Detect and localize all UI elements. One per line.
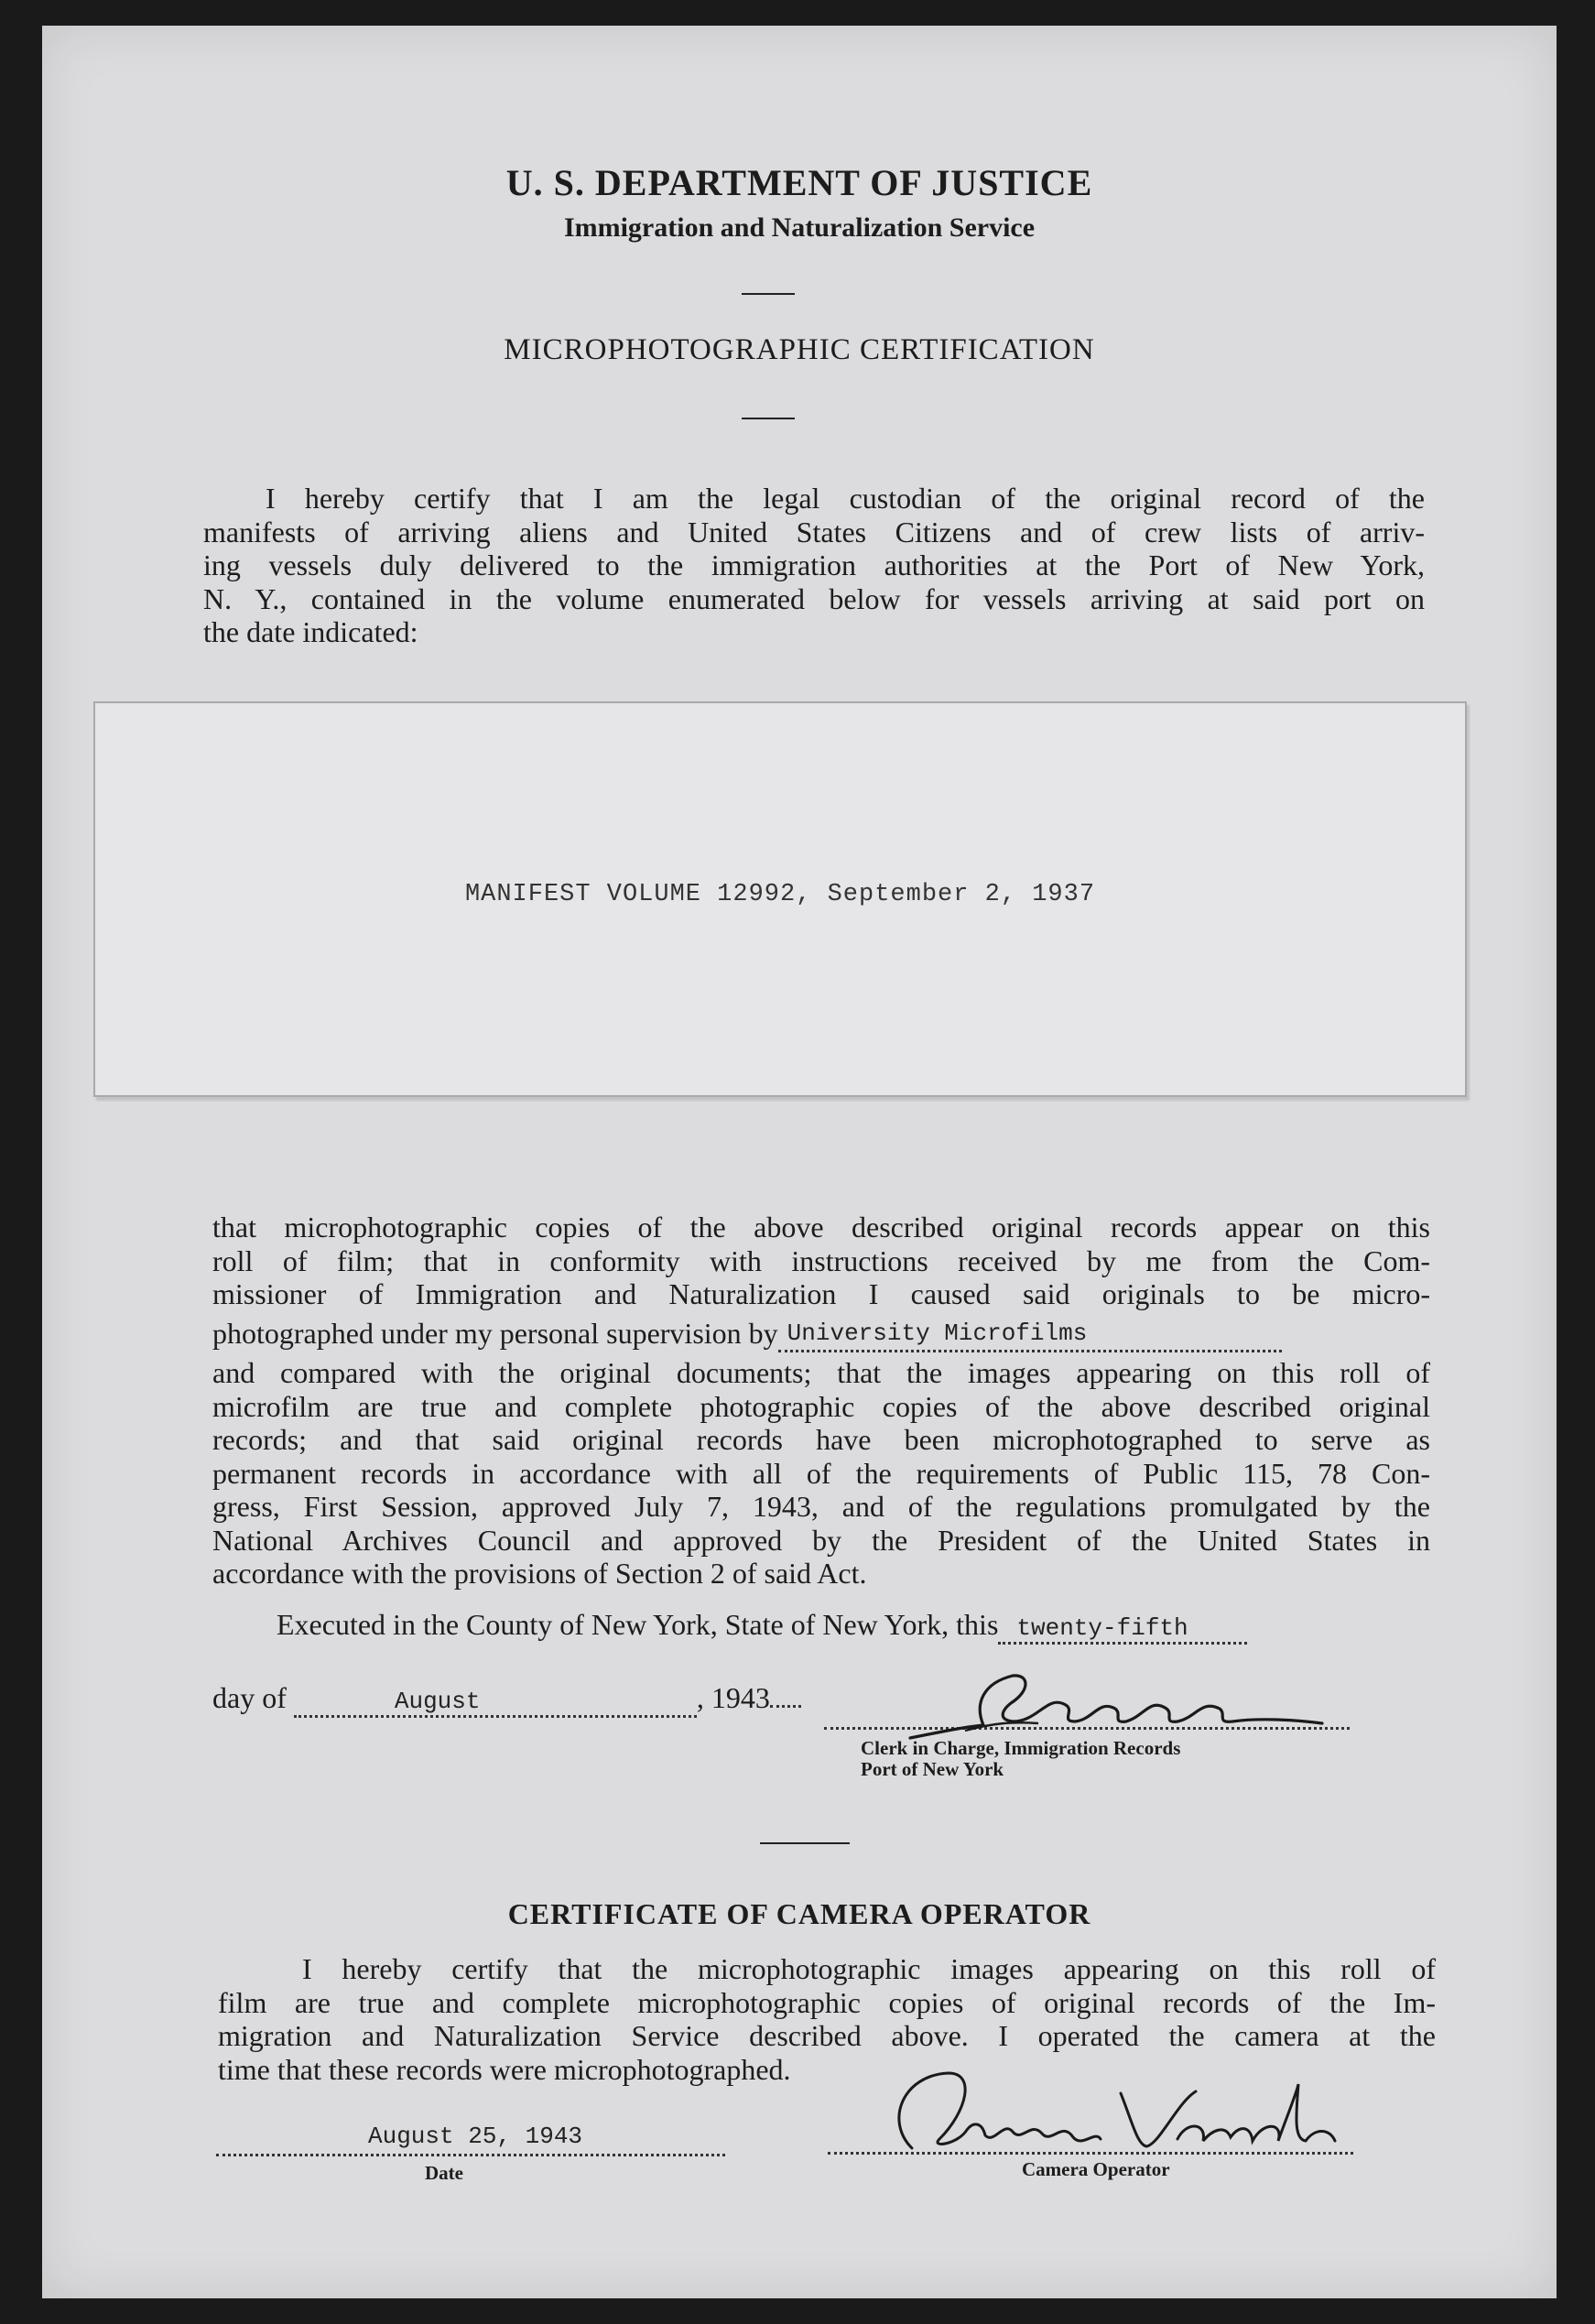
- certificate-page: [42, 26, 1557, 2298]
- divider: [742, 418, 795, 419]
- supervision-prefix: photographed under my personal supervision by: [212, 1316, 778, 1350]
- month-value: August: [394, 1688, 481, 1715]
- camera-line: I hereby certify that the microphotographic images appearing on this roll of: [302, 1952, 1436, 1985]
- camera-heading: CERTIFICATE OF CAMERA OPERATOR: [507, 1897, 1091, 1930]
- intro-line: ing vessels duly delivered to the immigration authorities at the Port of New York,: [203, 548, 1425, 581]
- supervision-field: [778, 1313, 1282, 1353]
- divider: [760, 1842, 850, 1844]
- executed-day-field: [998, 1608, 1247, 1645]
- operator-label: Camera Operator: [1022, 2158, 1170, 2180]
- day-of-line: [212, 1681, 801, 1718]
- clerk-title-line2: Port of New York: [861, 1758, 1004, 1780]
- body-line: missioner of Immigration and Naturalization I caused said originals to be micro-: [212, 1277, 1430, 1310]
- month-field: [294, 1681, 697, 1718]
- body-line: and compared with the original documents; that the images appearing on this roll of: [212, 1356, 1430, 1389]
- date-field: [216, 2123, 725, 2156]
- supervision-value: University Microfilms: [787, 1319, 1088, 1347]
- supervision-line: [212, 1317, 1430, 1357]
- operator-signature: [866, 2057, 1342, 2162]
- year-suffix: 3: [754, 1681, 770, 1714]
- year-dots: [770, 1705, 801, 1708]
- camera-line: film are true and complete microphotographic copies of original records of the Im-: [218, 1985, 1436, 2019]
- body-paragraph: [212, 1211, 1430, 1591]
- day-of-label: day of: [212, 1681, 287, 1714]
- divider: [742, 293, 795, 295]
- body-line: roll of film; that in conformity with instructions received by me from the Com-: [212, 1243, 1430, 1277]
- body-line: that microphotographic copies of the above described original records appear on this: [212, 1211, 1430, 1243]
- executed-day-value: twenty-fifth: [1016, 1614, 1188, 1642]
- manifest-volume-text: MANIFEST VOLUME 12992, September 2, 1937: [464, 881, 1096, 908]
- intro-paragraph: [203, 482, 1425, 649]
- manifest-slip: [93, 701, 1467, 1097]
- service-subtitle: Immigration and Naturalization Service: [563, 212, 1036, 243]
- intro-line: I hereby certify that I am the legal custodian of the original record of the: [266, 482, 1425, 515]
- intro-line: N. Y., contained in the volume enumerated below for vessels arriving at said port on: [203, 581, 1425, 615]
- date-label: Date: [425, 2162, 463, 2184]
- executed-line: [277, 1608, 1247, 1645]
- body-line: accordance with the provisions of Section 2 of said Act.: [212, 1557, 867, 1590]
- body-line: records; and that said original records have been microphotographed to serve as: [212, 1423, 1430, 1456]
- body-line: gress, First Session, approved July 7, 1943, and of the regulations promulgated by the: [212, 1490, 1430, 1523]
- body-line: microfilm are true and complete photographic copies of the above described original: [212, 1389, 1430, 1423]
- executed-prefix: Executed in the County of New York, State of New York, this: [277, 1608, 999, 1641]
- intro-line: manifests of arriving aliens and United States Citizens and of crew lists of arriv-: [203, 515, 1425, 548]
- body-line: National Archives Council and approved by the President of the United States in: [212, 1523, 1430, 1557]
- camera-line: time that these records were microphotographed.: [218, 2052, 791, 2086]
- department-title: U. S. DEPARTMENT OF JUSTICE: [505, 162, 1093, 203]
- camera-line: migration and Naturalization Service described above. I operated the camera at the: [218, 2019, 1436, 2052]
- clerk-title-line1: Clerk in Charge, Immigration Records: [861, 1737, 1181, 1759]
- intro-line: the date indicated:: [203, 615, 418, 648]
- body-line: permanent records in accordance with all of the requirements of Public 115, 78 Con-: [212, 1456, 1430, 1490]
- date-value: August 25, 1943: [368, 2123, 583, 2150]
- year-prefix: , 194: [696, 1681, 755, 1714]
- certification-heading: MICROPHOTOGRAPHIC CERTIFICATION: [504, 333, 1095, 366]
- clerk-title: [861, 1738, 1180, 1780]
